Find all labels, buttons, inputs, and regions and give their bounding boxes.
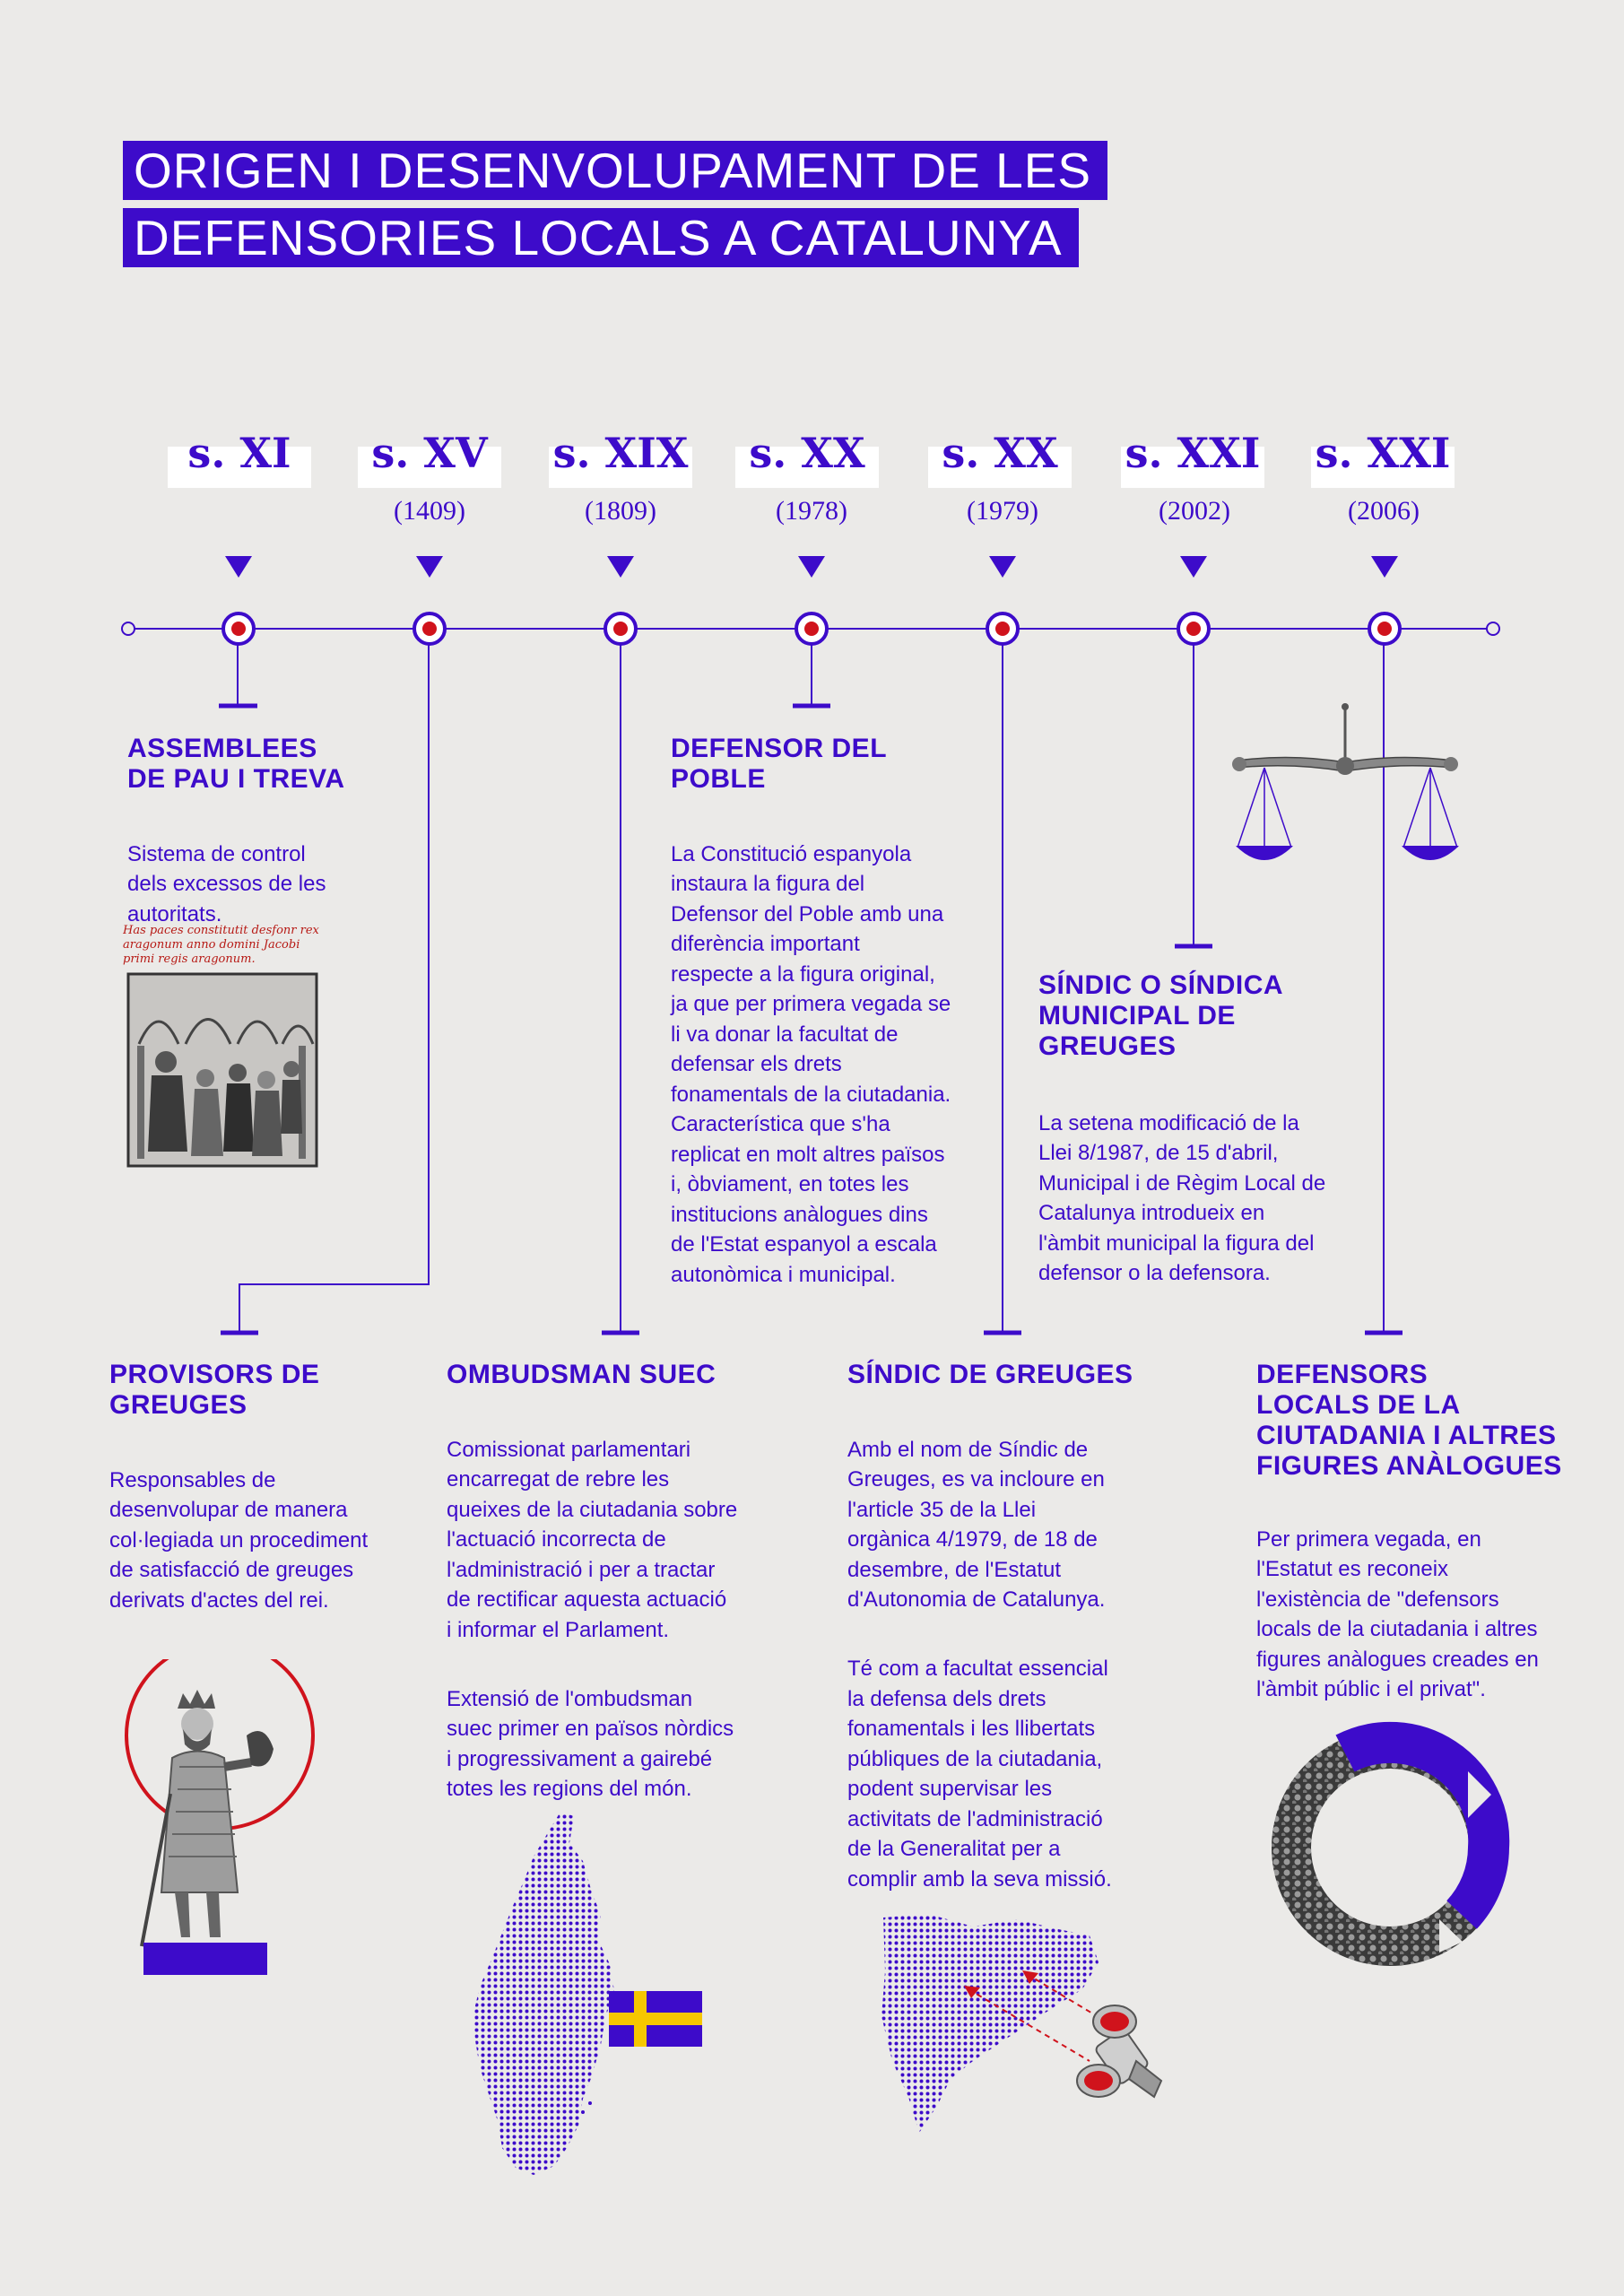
entry-title-provisors: PROVISORS DE GREUGES <box>109 1360 320 1420</box>
century-label: s. XV <box>371 429 488 477</box>
binoculars-icon <box>1072 1998 1175 2115</box>
page-title-line-1: ORIGEN I DESENVOLUPAMENT DE LES <box>123 141 1107 200</box>
year-label: (1978) <box>776 496 847 526</box>
entry-body-defensor-poble: La Constitució espanyola instaura la figura del Defensor del Poble amb una diferència important respecte a la figura original, ja que per primera vegada se li va donar la facultat de defensar els drets fonamentals de la ciutadania. Característica que s'ha replicat en molt altres països i, òbviament, en totes les institucions anàlogues dins de l'Estat espanyol a escala autonòmica i municipal. <box>671 841 951 1287</box>
king-with-falcon-image <box>117 1659 323 1978</box>
entry-title-assemblees: ASSEMBLEES DE PAU I TREVA <box>127 734 345 794</box>
century-label: s. XXI <box>1315 429 1451 477</box>
year-label: (1809) <box>585 496 656 526</box>
entry-body-sindic-municipal: La setena modificació de la Llei 8/1987, de 15 d'abril, Municipal i de Règim Local de Catalunya introdueix en l'àmbit municipal la figura del defensor o la defensora. <box>1038 1110 1326 1285</box>
manuscript-caption: Has paces constitutit desfonr rex aragonum anno domini Jacobi primi regis aragonum. <box>123 924 319 966</box>
entry-body-defensors-locals: Per primera vegada, en l'Estatut es reconeix l'existència de "defensors locals de la ciutadania i altres figures anàlogues creades en l'àmbit públic i el privat". <box>1256 1526 1539 1701</box>
year-label: (2002) <box>1159 496 1230 526</box>
century-label: s. XI <box>187 429 291 477</box>
year-label: (1979) <box>967 496 1038 526</box>
century-label: s. XX <box>749 429 865 477</box>
year-label: (1409) <box>394 496 465 526</box>
crowd-ring-image <box>1260 1718 1520 1978</box>
sweden-dotted-map <box>448 1807 628 2184</box>
sweden-flag-icon <box>609 1991 702 2047</box>
century-label: s. XX <box>942 429 1058 477</box>
entry-title-ombudsman: OMBUDSMAN SUEC <box>447 1360 716 1389</box>
entry-title-sindic-greuges: SÍNDIC DE GREUGES <box>847 1360 1133 1389</box>
entry-title-defensors-locals: DEFENSORS LOCALS DE LA CIUTADANIA I ALTRES FIGURES ANÀLOGUES <box>1256 1360 1562 1481</box>
entry-body-assemblees: Sistema de control dels excessos de les autoritats. <box>127 841 326 926</box>
page-title-line-2: DEFENSORIES LOCALS A CATALUNYA <box>123 208 1079 267</box>
entry-title-defensor-poble: DEFENSOR DEL POBLE <box>671 734 888 794</box>
century-label: s. XXI <box>1125 429 1261 477</box>
entry-title-sindic-municipal: SÍNDIC O SÍNDICA MUNICIPAL DE GREUGES <box>1038 970 1284 1061</box>
entry-body-sindic-greuges: Amb el nom de Síndic de Greuges, es va incloure en l'article 35 de la Llei orgànica 4/1979, de 18 de desembre, de l'Estatut d'Autonomia de Catalunya. Té com a facultat essencial la defensa dels drets fonamentals i les llibertats públiques de la ciutadania, podent supervisar les activitats de l'administració de la Generalitat per a complir amb la seva missió. <box>847 1437 1112 1892</box>
medieval-manuscript-image <box>123 924 322 1170</box>
entry-body-provisors: Responsables de desenvolupar de manera col·legiada un procediment de satisfacció de greuges derivats d'actes del rei. <box>109 1467 369 1613</box>
century-label: s. XIX <box>552 429 689 477</box>
scales-of-justice-icon <box>1229 700 1471 865</box>
entry-body-ombudsman: Comissionat parlamentari encarregat de rebre les queixes de la ciutadania sobre l'actuació incorrecta de l'administració i per a tractar de rectificar aquesta actuació i informar el Parlament. Extensió de l'ombudsman suec primer en països nòrdics i progressivament a gairebé totes les regions del món. <box>447 1437 738 1801</box>
year-label: (2006) <box>1348 496 1420 526</box>
